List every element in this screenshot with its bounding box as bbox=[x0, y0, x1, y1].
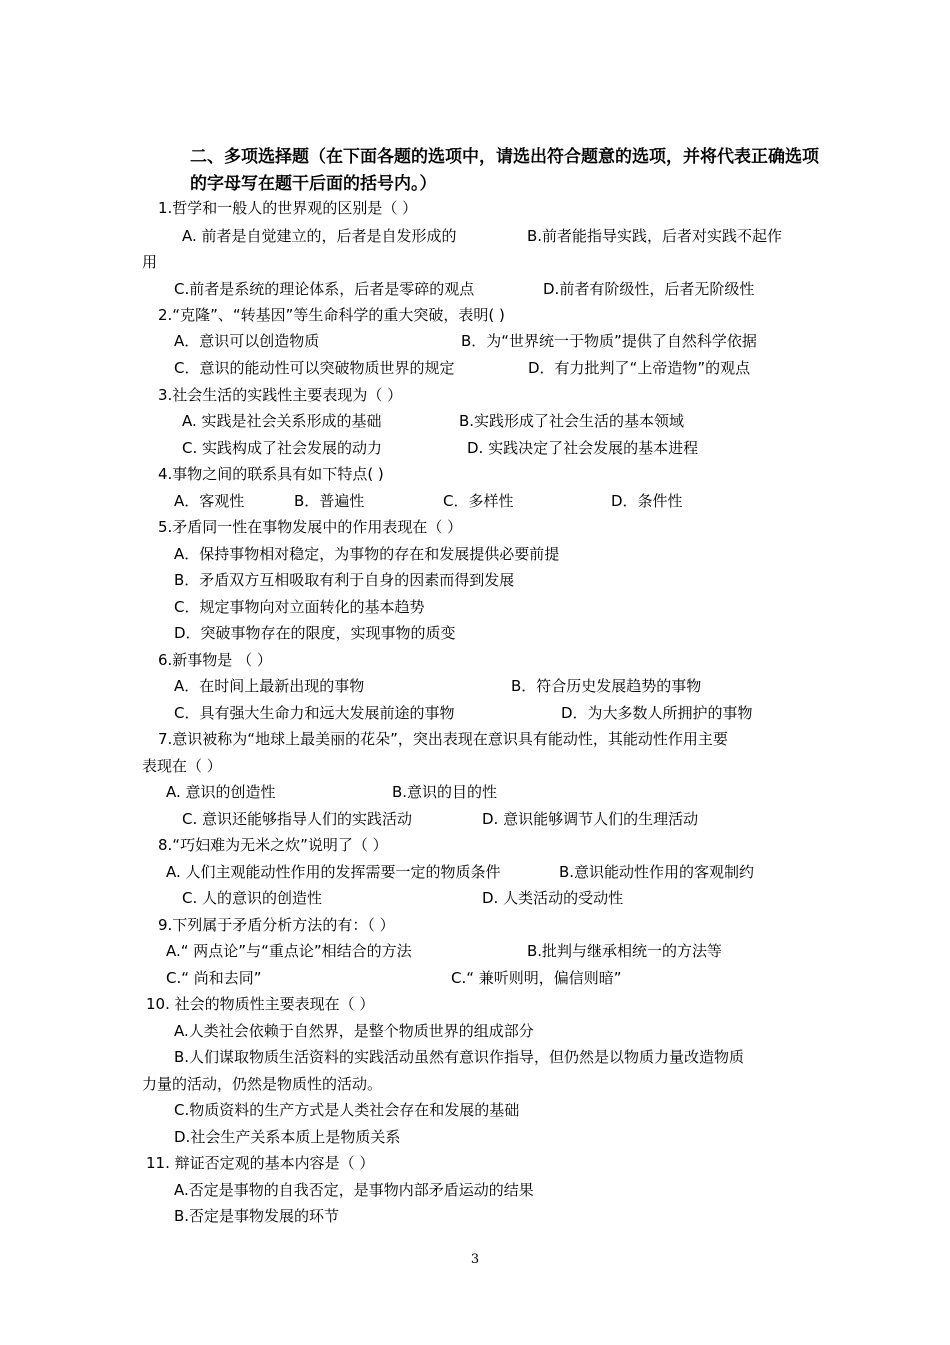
question-3-option-b: B.实践形成了社会生活的基本领域 bbox=[459, 412, 685, 430]
question-2-option-c: C．意识的能动性可以突破物质世界的规定 bbox=[174, 359, 455, 377]
section-title-text: 二、多项选择题（在下面各题的选项中，请选出符合题意的选项，并将代表正确选项的字母写在题干后面的括号内。） bbox=[190, 147, 819, 194]
question-1-option-c: C.前者是系统的理论体系，后者是零碎的观点 bbox=[174, 280, 475, 298]
question-8-option-b: B.意识能动性作用的客观制约 bbox=[559, 863, 755, 881]
question-3-option-c: C. 实践构成了社会发展的动力 bbox=[182, 439, 383, 457]
question-4-option-b: B．普遍性 bbox=[294, 492, 365, 510]
question-7-option-c: C. 意识还能够指导人们的实践活动 bbox=[182, 810, 413, 828]
question-3-option-a: A. 实践是社会关系形成的基础 bbox=[182, 412, 382, 430]
question-1-option-b: B.前者能指导实践，后者对实践不起作 bbox=[527, 227, 783, 245]
question-7-stem: 7.意识被称为“地球上最美丽的花朵”，突出表现在意识具有能动性，其能动性作用主要 bbox=[158, 730, 728, 748]
question-10-option-b: B.人们谋取物质生活资料的实践活动虽然有意识作指导，但仍然是以物质力量改造物质 bbox=[174, 1048, 745, 1066]
question-7-option-d: D. 意识能够调节人们的生理活动 bbox=[482, 810, 699, 828]
question-6-option-d: D．为大多数人所拥护的事物 bbox=[561, 704, 753, 722]
question-5-stem: 5.矛盾同一性在事物发展中的作用表现在（ ） bbox=[158, 518, 463, 536]
question-1-stem: 1.哲学和一般人的世界观的区别是（ ） bbox=[158, 199, 418, 217]
question-10-option-c: C.物质资料的生产方式是人类社会存在和发展的基础 bbox=[174, 1101, 520, 1119]
page-number: 3 bbox=[470, 1252, 480, 1267]
question-10-option-a: A.人类社会依赖于自然界，是整个物质世界的组成部分 bbox=[174, 1022, 534, 1040]
question-6-option-c: C．具有强大生命力和远大发展前途的事物 bbox=[174, 704, 455, 722]
question-5-option-b: B．矛盾双方互相吸取有利于自身的因素而得到发展 bbox=[174, 571, 515, 589]
question-10-option-b-wrap: 力量的活动，仍然是物质性的活动。 bbox=[142, 1075, 383, 1093]
question-8-option-a: A. 人们主观能动性作用的发挥需要一定的物质条件 bbox=[166, 863, 501, 881]
question-11-stem: 11. 辩证否定观的基本内容是（ ） bbox=[146, 1154, 375, 1172]
question-6-option-b: B．符合历史发展趋势的事物 bbox=[511, 677, 702, 695]
question-9-stem: 9.下列属于矛盾分析方法的有：（ ） bbox=[158, 916, 395, 934]
question-7-stem-wrap: 表现在（ ） bbox=[142, 757, 222, 775]
question-2-stem: 2.“克隆”、“转基因”等生命科学的重大突破，表明( ) bbox=[158, 306, 505, 324]
section-title bbox=[142, 144, 822, 198]
question-4-option-d: D．条件性 bbox=[611, 492, 683, 510]
question-4-option-a: A．客观性 bbox=[174, 492, 245, 510]
question-1-option-a: A. 前者是自觉建立的，后者是自发形成的 bbox=[182, 227, 457, 245]
question-8-stem: 8.“巧妇难为无米之炊”说明了（ ） bbox=[158, 836, 388, 854]
question-2-option-a: A．意识可以创造物质 bbox=[174, 332, 320, 350]
question-6-option-a: A．在时间上最新出现的事物 bbox=[174, 677, 365, 695]
question-3-option-d: D. 实践决定了社会发展的基本进程 bbox=[467, 439, 699, 457]
question-9-option-d: C.“ 兼听则明，偏信则暗” bbox=[451, 969, 622, 987]
question-1-option-b-wrap: 用 bbox=[142, 253, 158, 271]
question-5-option-c: C．规定事物向对立面转化的基本趋势 bbox=[174, 598, 425, 616]
question-9-option-a: A.“ 两点论”与“重点论”相结合的方法 bbox=[166, 942, 412, 960]
question-8-option-c: C. 人的意识的创造性 bbox=[182, 889, 323, 907]
question-6-stem: 6.新事物是 （ ） bbox=[158, 651, 272, 669]
question-4-option-c: C．多样性 bbox=[443, 492, 514, 510]
question-8-option-d: D. 人类活动的受动性 bbox=[482, 889, 624, 907]
question-11-option-a: A.否定是事物的自我否定，是事物内部矛盾运动的结果 bbox=[174, 1181, 534, 1199]
question-11-option-b: B.否定是事物发展的环节 bbox=[174, 1207, 340, 1225]
question-10-stem: 10. 社会的物质性主要表现在（ ） bbox=[146, 995, 375, 1013]
question-7-option-b: B.意识的目的性 bbox=[392, 783, 498, 801]
question-10-option-d: D.社会生产关系本质上是物质关系 bbox=[174, 1128, 401, 1146]
question-9-option-b: B.批判与继承相统一的方法等 bbox=[527, 942, 723, 960]
question-1-option-d: D.前者有阶级性，后者无阶级性 bbox=[543, 280, 755, 298]
question-9-option-c: C.“ 尚和去同” bbox=[166, 969, 262, 987]
question-2-option-d: D．有力批判了“上帝造物”的观点 bbox=[528, 359, 751, 377]
question-4-stem: 4.事物之间的联系具有如下特点( ) bbox=[158, 465, 384, 483]
question-5-option-a: A．保持事物相对稳定，为事物的存在和发展提供必要前提 bbox=[174, 545, 560, 563]
question-5-option-d: D．突破事物存在的限度，实现事物的质变 bbox=[174, 624, 456, 642]
question-7-option-a: A. 意识的创造性 bbox=[166, 783, 276, 801]
question-2-option-b: B．为“世界统一于物质”提供了自然科学依据 bbox=[461, 332, 757, 350]
question-3-stem: 3.社会生活的实践性主要表现为（ ） bbox=[158, 386, 403, 404]
